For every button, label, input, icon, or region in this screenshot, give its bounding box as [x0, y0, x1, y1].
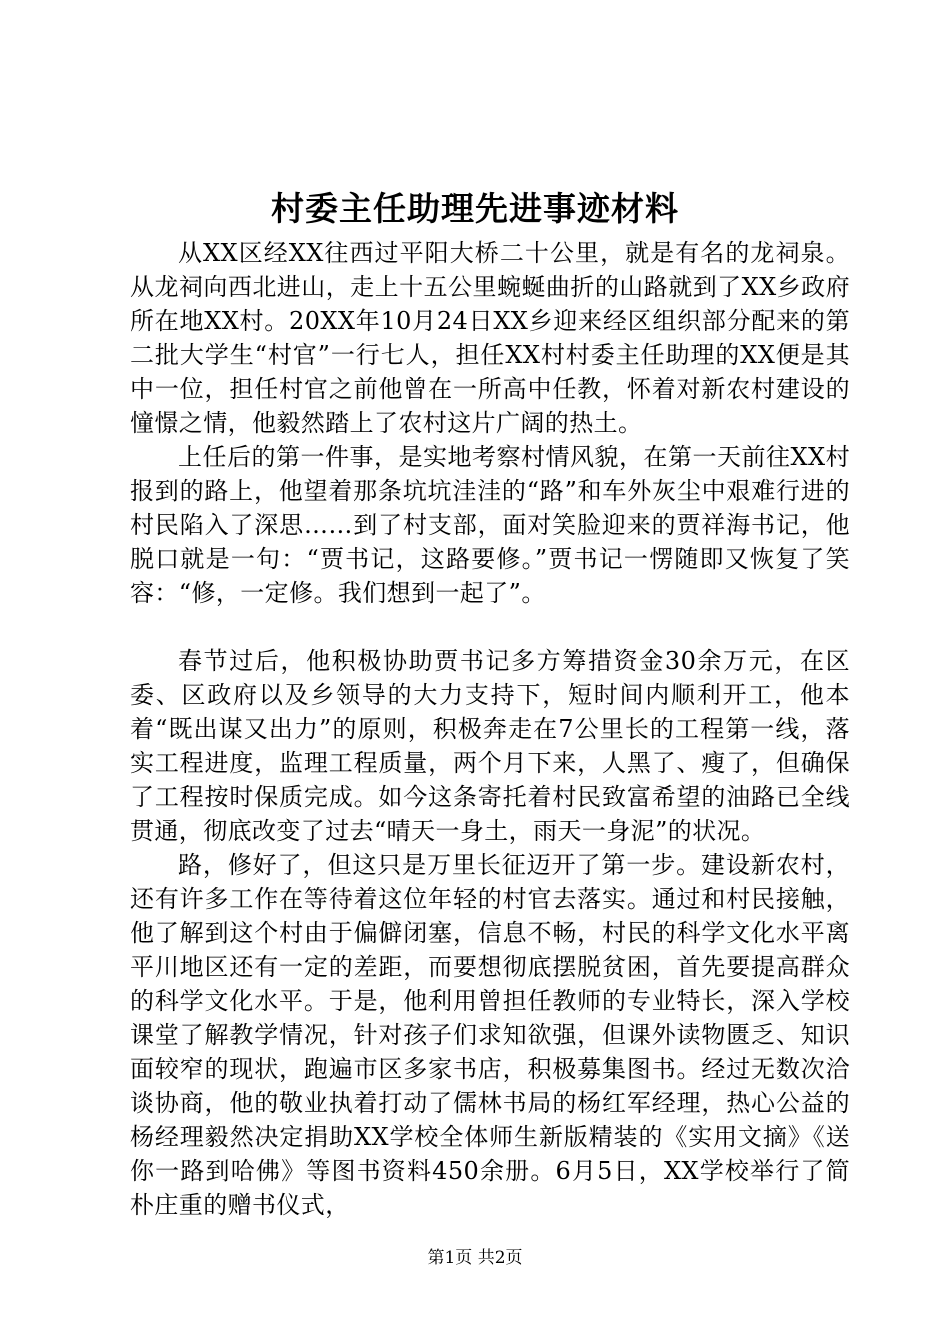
document-body	[130, 236, 850, 1222]
paragraph-2: 上任后的第一件事，是实地考察村情风貌，在第一天前往XX村报到的路上，他望着那条坑坑洼洼的“路”和车外灰尘中艰难行进的村民陷入了深思……到了村支部，面对笑脸迎来的贾祥海书记，他脱口就是一句：“贾书记，这路要修。”贾书记一愣随即又恢复了笑容：“修，一定修。我们想到一起了”。	[130, 443, 850, 607]
paragraph-4: 路，修好了，但这只是万里长征迈开了第一步。建设新农村，还有许多工作在等待着这位年轻的村官去落实。通过和村民接触，他了解到这个村由于偏僻闭塞，信息不畅，村民的科学文化水平离平川地区还有一定的差距，而要想彻底摆脱贫困，首先要提高群众的科学文化水平。于是，他利用曾担任教师的专业特长，深入学校课堂了解教学情况，针对孩子们求知欲强，但课外读物匮乏、知识面较窄的现状，跑遍市区多家书店，积极募集图书。经过无数次洽谈协商，他的敬业执着打动了儒林书局的杨红军经理，热心公益的杨经理毅然决定捐助XX学校全体师生新版精装的《实用文摘》《送你一路到哈佛》等图书资料450余册。6月5日，XX学校举行了简朴庄重的赠书仪式，	[130, 851, 850, 1219]
document-title: 村委主任助理先进事迹材料	[271, 189, 679, 228]
paragraph-1: 从XX区经XX往西过平阳大桥二十公里，就是有名的龙祠泉。从龙祠向西北进山，走上十五公里蜿蜒曲折的山路就到了XX乡政府所在地XX村。20XX年10月24日XX乡迎来经区组织部分配来的第二批大学生“村官”一行七人，担任XX村村委主任助理的XX便是其中一位，担任村官之前他曾在一所高中任教，怀着对新农村建设的憧憬之情，他毅然踏上了农村这片广阔的热土。	[130, 239, 850, 437]
paragraph-3: 春节过后，他积极协助贾书记多方筹措资金30余万元，在区委、区政府以及乡领导的大力支持下，短时间内顺利开工，他本着“既出谋又出力”的原则，积极奔走在7公里长的工程第一线，落实工程进度，监理工程质量，两个月下来，人黑了、瘦了，但确保了工程按时保质完成。如今这条寄托着村民致富希望的油路已全线贯通，彻底改变了过去“晴天一身土，雨天一身泥”的状况。	[130, 647, 850, 845]
page-footer: 第1页 共2页	[427, 1248, 523, 1268]
